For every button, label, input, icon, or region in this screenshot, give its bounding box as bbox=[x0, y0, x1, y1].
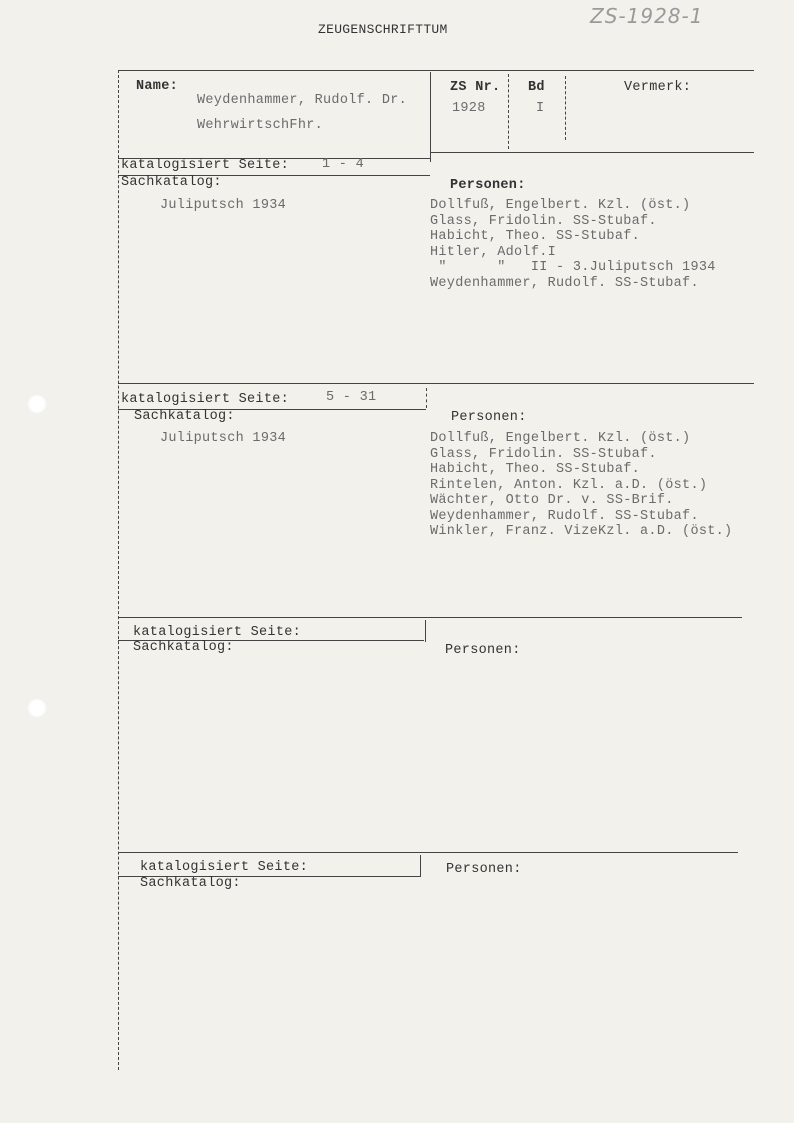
zs-value: 1928 bbox=[452, 101, 486, 116]
name-divider bbox=[430, 72, 431, 162]
section-1-sach-label: Sachkatalog: bbox=[121, 175, 222, 190]
person-entry: Weydenhammer, Rudolf. SS-Stubaf. bbox=[430, 508, 699, 524]
handwritten-reference: ZS-1928-1 bbox=[590, 4, 704, 28]
zs-label: ZS Nr. bbox=[450, 80, 501, 95]
section-4-sach-label: Sachkatalog: bbox=[140, 876, 241, 891]
person-entry: Dollfuß, Engelbert. Kzl. (öst.) bbox=[430, 198, 691, 213]
person-entry: Habicht, Theo. SS-Stubaf. bbox=[430, 229, 641, 244]
section-1-personen-list bbox=[430, 198, 716, 291]
section-2-seite-value: 5 - 31 bbox=[326, 390, 377, 405]
person-entry: Glass, Fridolin. SS-Stubaf. bbox=[430, 446, 657, 462]
zs-divider bbox=[508, 74, 509, 149]
punch-hole-top bbox=[27, 394, 47, 414]
section-2-personen-list bbox=[430, 431, 732, 540]
section-3-sach-label: Sachkatalog: bbox=[133, 640, 234, 655]
name-label: Name: bbox=[136, 79, 179, 94]
page-title: ZEUGENSCHRIFTTUM bbox=[318, 22, 448, 37]
person-entry: Habicht, Theo. SS-Stubaf. bbox=[430, 462, 641, 477]
left-margin-line bbox=[118, 70, 119, 1070]
section-1-seite-value: 1 - 4 bbox=[322, 157, 365, 172]
section-3-top-line bbox=[118, 617, 742, 618]
section-4-katalog-label: katalogisiert Seite: bbox=[140, 860, 309, 875]
section-1-katalog-label: katalogisiert Seite: bbox=[121, 158, 290, 173]
section-3-divider bbox=[425, 620, 426, 642]
person-entry: Rintelen, Anton. Kzl. a.D. (öst.) bbox=[430, 477, 708, 493]
person-entry: " " II - 3.Juliputsch 1934 bbox=[430, 260, 716, 275]
person-entry: Weydenhammer, Rudolf. SS-Stubaf. bbox=[430, 275, 699, 291]
bd-label: Bd bbox=[528, 80, 545, 95]
section-1-personen-label: Personen: bbox=[450, 178, 526, 193]
person-entry: Dollfuß, Engelbert. Kzl. (öst.) bbox=[430, 431, 691, 446]
vermerk-label: Vermerk: bbox=[624, 80, 692, 95]
section-4-divider bbox=[420, 855, 421, 877]
person-entry: Winkler, Franz. VizeKzl. a.D. (öst.) bbox=[430, 524, 733, 539]
section-2-sach-label: Sachkatalog: bbox=[134, 409, 235, 424]
section-2-katalog-label: katalogisiert Seite: bbox=[121, 392, 290, 407]
top-border bbox=[118, 70, 754, 71]
person-entry: Wächter, Otto Dr. v. SS-Brif. bbox=[430, 493, 674, 508]
punch-hole-bottom bbox=[27, 698, 47, 718]
section-2-personen-label: Personen: bbox=[451, 410, 527, 425]
rank-value: WehrwirtschFhr. bbox=[197, 118, 324, 133]
section-2-top-line bbox=[118, 383, 754, 384]
section-4-top-line bbox=[118, 852, 738, 853]
section-4-personen-label: Personen: bbox=[446, 862, 522, 877]
section-2-sach-entry: Juliputsch 1934 bbox=[160, 431, 287, 446]
person-entry: Glass, Fridolin. SS-Stubaf. bbox=[430, 213, 657, 229]
section-3-katalog-label: katalogisiert Seite: bbox=[133, 625, 302, 640]
section-3-personen-label: Personen: bbox=[445, 643, 521, 658]
section-1-sach-entry: Juliputsch 1934 bbox=[160, 198, 287, 213]
header-bottom-border bbox=[430, 152, 754, 153]
section-2-divider bbox=[426, 388, 427, 408]
bd-value: I bbox=[536, 101, 545, 116]
person-entry: Hitler, Adolf.I bbox=[430, 244, 557, 260]
bd-divider bbox=[565, 76, 566, 140]
name-value: Weydenhammer, Rudolf. Dr. bbox=[197, 93, 408, 108]
